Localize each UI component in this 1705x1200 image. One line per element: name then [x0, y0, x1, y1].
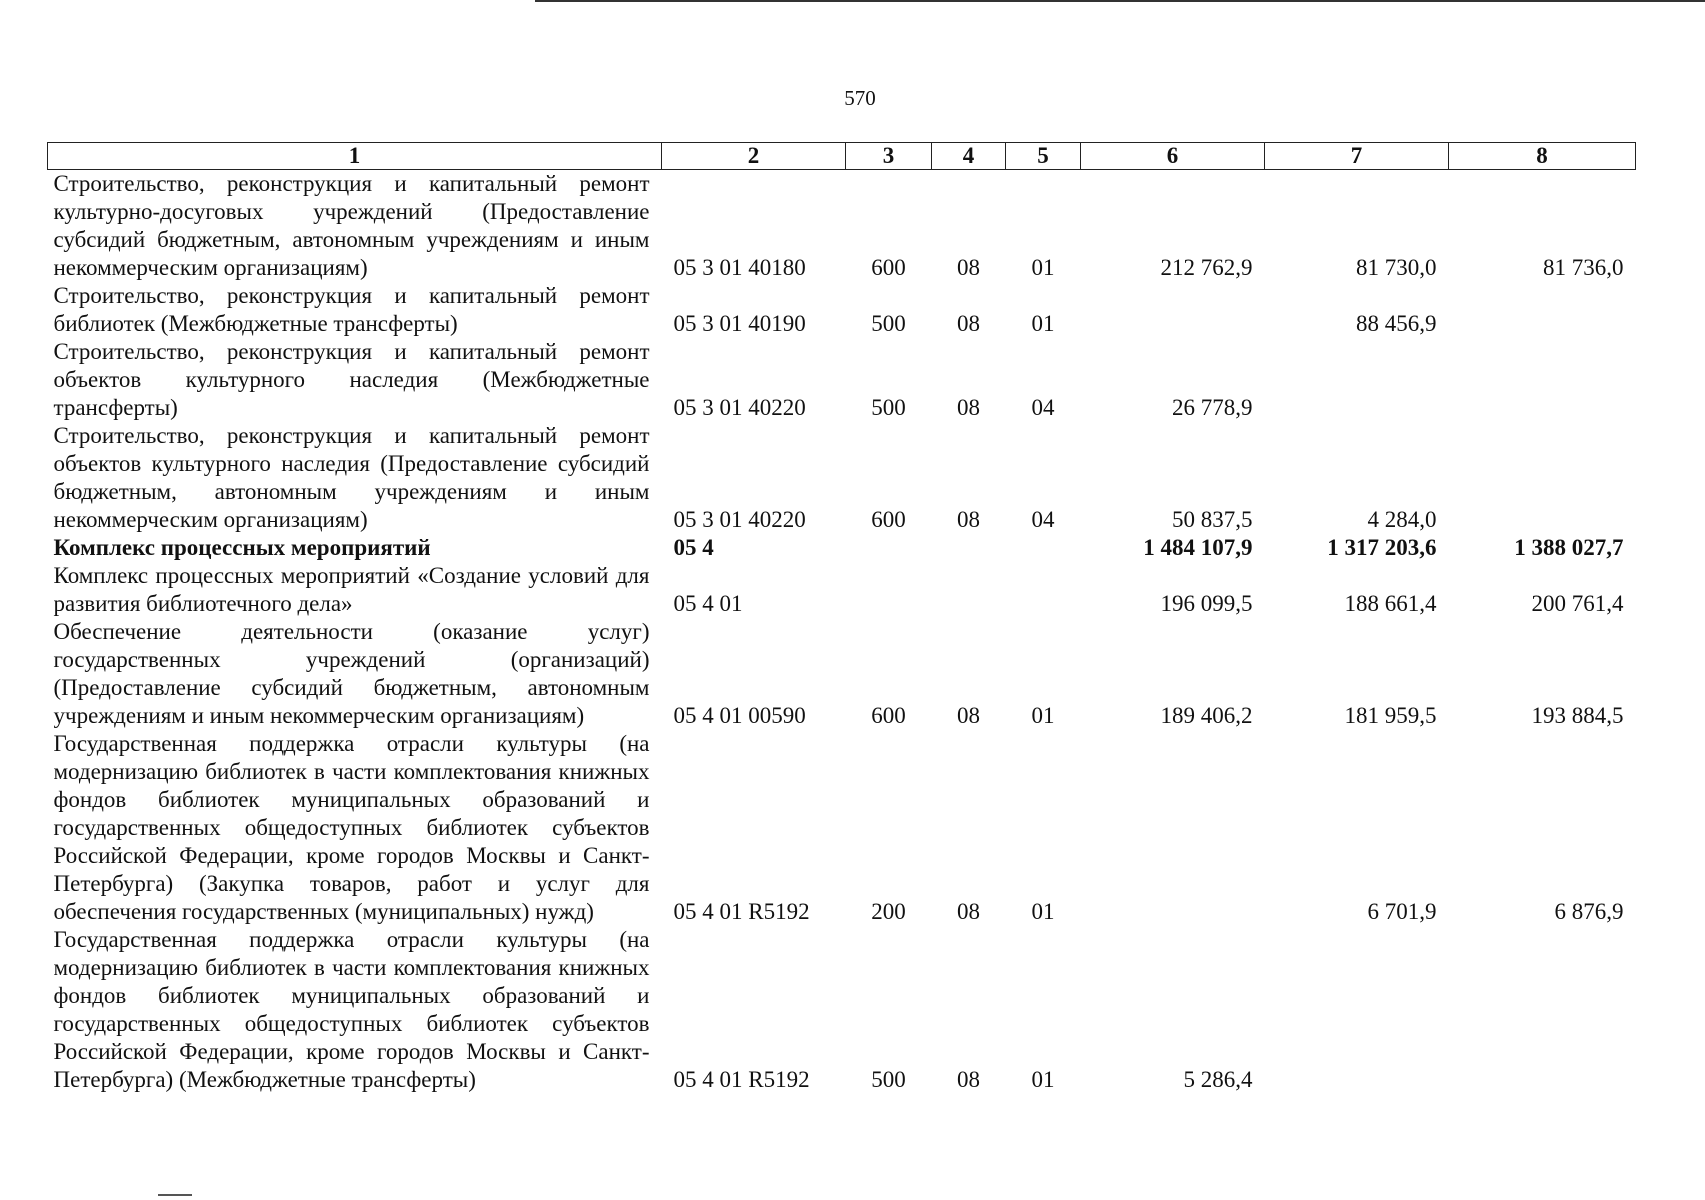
row-section: 08 — [957, 507, 980, 532]
row-amount-col7 — [1265, 338, 1449, 422]
row-description: Строительство, реконструкция и капитальный ремонт объектов культурного наследия (Предоставление субсидий бюджетным, автономным учреждениям и иным некоммерческим организациям) — [53, 423, 650, 532]
table-row — [48, 562, 1636, 618]
row-amount-col6: 189 406,2 — [1160, 703, 1253, 728]
column-header-4: 4 — [932, 143, 1006, 170]
row-target-code: 05 4 01 R5192 — [673, 899, 810, 924]
row-amount-col8 — [1449, 422, 1636, 534]
row-expense-type: 600 — [871, 703, 906, 728]
table-row — [48, 534, 1636, 562]
row-amount-col6: 26 778,9 — [1172, 395, 1253, 420]
row-target-code: 05 3 01 40220 — [673, 395, 806, 420]
column-header-8: 8 — [1449, 143, 1636, 170]
row-amount-col7: 1 317 203,6 — [1327, 535, 1437, 560]
column-header-3: 3 — [846, 143, 932, 170]
row-amount-col8: 81 736,0 — [1543, 255, 1624, 280]
table-row — [48, 618, 1636, 730]
row-expense-type: 500 — [871, 395, 906, 420]
table-row — [48, 730, 1636, 926]
budget-table — [47, 142, 1636, 1094]
row-subsection: 01 — [1031, 311, 1055, 336]
row-subsection: 01 — [1031, 255, 1055, 280]
column-header-2: 2 — [662, 143, 846, 170]
row-subsection: 01 — [1031, 1067, 1055, 1092]
row-target-code: 05 3 01 40220 — [673, 507, 806, 532]
row-subsection — [1006, 534, 1081, 562]
row-amount-col8: 193 884,5 — [1531, 703, 1624, 728]
row-expense-type: 500 — [871, 311, 906, 336]
row-description: Комплекс процессных мероприятий — [53, 535, 431, 560]
table-header — [48, 143, 1636, 170]
row-amount-col6: 5 286,4 — [1183, 1067, 1253, 1092]
row-description: Строительство, реконструкция и капитальный ремонт объектов культурного наследия (Межбюджетные трансферты) — [53, 339, 650, 420]
table-row — [48, 338, 1636, 422]
row-amount-col7: 188 661,4 — [1344, 591, 1437, 616]
row-target-code: 05 3 01 40190 — [673, 311, 806, 336]
column-header-1: 1 — [48, 143, 662, 170]
row-amount-col7: 4 284,0 — [1367, 507, 1437, 532]
row-amount-col6: 1 484 107,9 — [1143, 535, 1253, 560]
header-row — [48, 143, 1636, 170]
scan-mark — [158, 1194, 192, 1196]
row-amount-col7: 6 701,9 — [1367, 899, 1437, 924]
row-amount-col7 — [1265, 926, 1449, 1094]
row-description: Государственная поддержка отрасли культуры (на модернизацию библиотек в части комплектования книжных фондов библиотек муниципальных образований и государственных общедоступных библиотек субъектов Российской Федерации, кроме городов Москвы и Санкт-Петербурга) (Закупка товаров, работ и услуг для обеспечения государственных (муниципальных) нужд) — [53, 731, 650, 924]
row-target-code: 05 4 01 00590 — [673, 703, 806, 728]
table-row — [48, 422, 1636, 534]
row-section — [932, 562, 1006, 618]
row-description: Государственная поддержка отрасли культуры (на модернизацию библиотек в части комплектования книжных фондов библиотек муниципальных образований и государственных общедоступных библиотек субъектов Российской Федерации, кроме городов Москвы и Санкт-Петербурга) (Межбюджетные трансферты) — [53, 927, 650, 1092]
row-expense-type — [846, 534, 932, 562]
row-description: Комплекс процессных мероприятий «Создание условий для развития библиотечного дела» — [53, 563, 650, 616]
row-section — [932, 534, 1006, 562]
row-expense-type: 600 — [871, 507, 906, 532]
row-amount-col6: 196 099,5 — [1160, 591, 1253, 616]
row-amount-col8 — [1449, 926, 1636, 1094]
row-amount-col7: 81 730,0 — [1356, 255, 1437, 280]
row-expense-type — [846, 562, 932, 618]
table-row — [48, 170, 1636, 283]
table-row — [48, 926, 1636, 1094]
column-header-6: 6 — [1081, 143, 1265, 170]
page-number: 570 — [844, 86, 876, 110]
row-section: 08 — [957, 395, 980, 420]
top-rule — [535, 0, 1705, 2]
row-expense-type: 600 — [871, 255, 906, 280]
row-amount-col8 — [1449, 282, 1636, 338]
row-section: 08 — [957, 1067, 980, 1092]
row-subsection: 01 — [1031, 899, 1055, 924]
row-section: 08 — [957, 311, 980, 336]
row-description: Строительство, реконструкция и капитальный ремонт библиотек (Межбюджетные трансферты) — [53, 283, 650, 336]
row-subsection: 04 — [1031, 507, 1055, 532]
row-expense-type: 500 — [871, 1067, 906, 1092]
row-amount-col8: 200 761,4 — [1531, 591, 1624, 616]
table-body — [48, 170, 1636, 1095]
row-amount-col8: 1 388 027,7 — [1514, 535, 1624, 560]
row-amount-col7: 181 959,5 — [1344, 703, 1437, 728]
row-description: Обеспечение деятельности (оказание услуг) государственных учреждений (организаций) (Предоставление субсидий бюджетным, автономным учреждениям и иным некоммерческим организациям) — [53, 619, 650, 728]
row-amount-col6: 50 837,5 — [1172, 507, 1253, 532]
row-subsection — [1006, 562, 1081, 618]
row-subsection: 04 — [1031, 395, 1055, 420]
row-target-code: 05 4 01 R5192 — [673, 1067, 810, 1092]
row-target-code: 05 3 01 40180 — [673, 255, 806, 280]
row-amount-col6: 212 762,9 — [1160, 255, 1253, 280]
row-amount-col6 — [1081, 730, 1265, 926]
row-subsection: 01 — [1031, 703, 1055, 728]
row-expense-type: 200 — [871, 899, 906, 924]
table-row — [48, 282, 1636, 338]
row-section: 08 — [957, 255, 980, 280]
row-amount-col8: 6 876,9 — [1554, 899, 1624, 924]
column-header-5: 5 — [1006, 143, 1081, 170]
row-amount-col8 — [1449, 338, 1636, 422]
row-target-code: 05 4 — [673, 535, 714, 560]
column-header-7: 7 — [1265, 143, 1449, 170]
row-amount-col7: 88 456,9 — [1356, 311, 1437, 336]
row-description: Строительство, реконструкция и капитальный ремонт культурно-досуговых учреждений (Предоставление субсидий бюджетным, автономным учреждениям и иным некоммерческим организациям) — [53, 171, 650, 280]
row-amount-col6 — [1081, 282, 1265, 338]
row-target-code: 05 4 01 — [673, 591, 743, 616]
row-section: 08 — [957, 899, 980, 924]
row-section: 08 — [957, 703, 980, 728]
